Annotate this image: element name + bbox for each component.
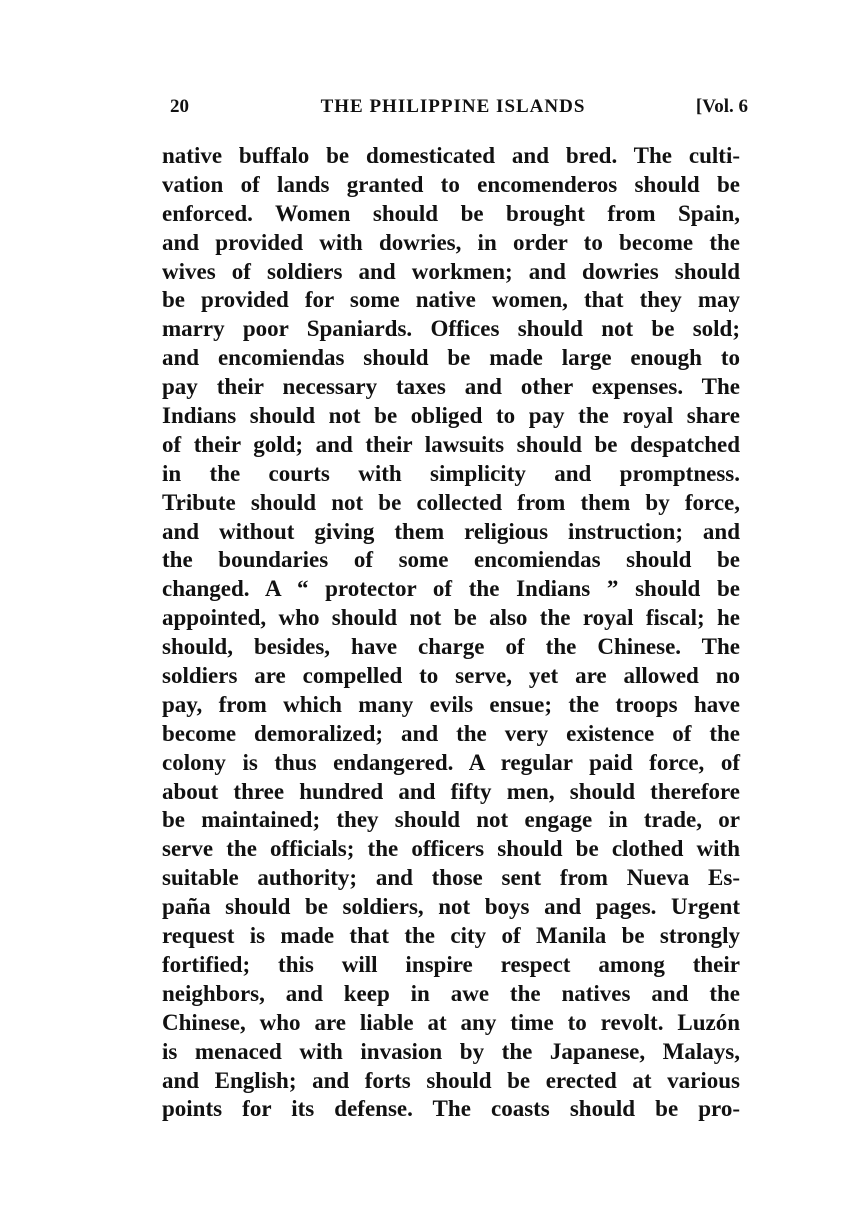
text-line: and English; and forts should be erected at various	[162, 1067, 740, 1093]
text-line: pay their necessary taxes and other expenses. The	[162, 374, 740, 400]
text-line: should, besides, have charge of the Chinese. The	[162, 634, 740, 660]
text-line: native buffalo be domesticated and bred. The culti-	[162, 143, 740, 168]
text-line: wives of soldiers and workmen; and dowries should	[162, 258, 740, 284]
text-line: in the courts with simplicity and promptness.	[162, 460, 740, 486]
text-line: Tribute should not be collected from them by force,	[162, 489, 740, 515]
volume-label: [Vol. 6	[695, 96, 748, 117]
text-line: paña should be soldiers, not boys and pages. Urgent	[162, 894, 740, 920]
text-line: suitable authority; and those sent from Nueva Es-	[162, 865, 740, 891]
text-line: fortified; this will inspire respect among their	[162, 951, 740, 977]
running-title: THE PHILIPPINE ISLANDS	[320, 96, 586, 117]
text-line: enforced. Women should be brought from Spain,	[162, 200, 740, 226]
text-line: be maintained; they should not engage in trade, or	[162, 807, 740, 833]
text-line: become demoralized; and the very existence of the	[162, 720, 740, 746]
text-line: points for its defense. The coasts should be pro-	[162, 1096, 740, 1122]
page-number: 20	[170, 96, 189, 117]
text-line: marry poor Spaniards. Offices should not be sold;	[162, 316, 740, 342]
text-line: is menaced with invasion by the Japanese, Malays,	[162, 1038, 740, 1064]
page-header	[170, 92, 748, 122]
body-text	[162, 142, 740, 1124]
text-line: appointed, who should not be also the royal fiscal; he	[162, 605, 740, 631]
text-line: and encomiendas should be made large enough to	[162, 345, 740, 371]
text-line: vation of lands granted to encomenderos should be	[162, 171, 740, 197]
text-line: the boundaries of some encomiendas should be	[162, 547, 740, 573]
text-line: neighbors, and keep in awe the natives and the	[162, 980, 740, 1006]
text-line: pay, from which many evils ensue; the troops have	[162, 691, 740, 717]
text-line: and provided with dowries, in order to become the	[162, 229, 740, 255]
text-line: soldiers are compelled to serve, yet are allowed no	[162, 663, 740, 689]
text-line: changed. A “ protector of the Indians ” should be	[162, 576, 740, 602]
text-line: Indians should not be obliged to pay the royal share	[162, 403, 740, 429]
text-line: Chinese, who are liable at any time to revolt. Luzón	[162, 1009, 740, 1035]
text-line: and without giving them religious instruction; and	[162, 518, 740, 544]
text-line: be provided for some native women, that they may	[162, 287, 740, 313]
text-line: serve the officials; the officers should be clothed with	[162, 836, 740, 862]
text-line: of their gold; and their lawsuits should be despatched	[162, 431, 740, 457]
text-line: about three hundred and fifty men, should therefore	[162, 778, 740, 804]
text-line: request is made that the city of Manila be strongly	[162, 923, 740, 949]
text-line: colony is thus endangered. A regular paid force, of	[162, 749, 740, 775]
